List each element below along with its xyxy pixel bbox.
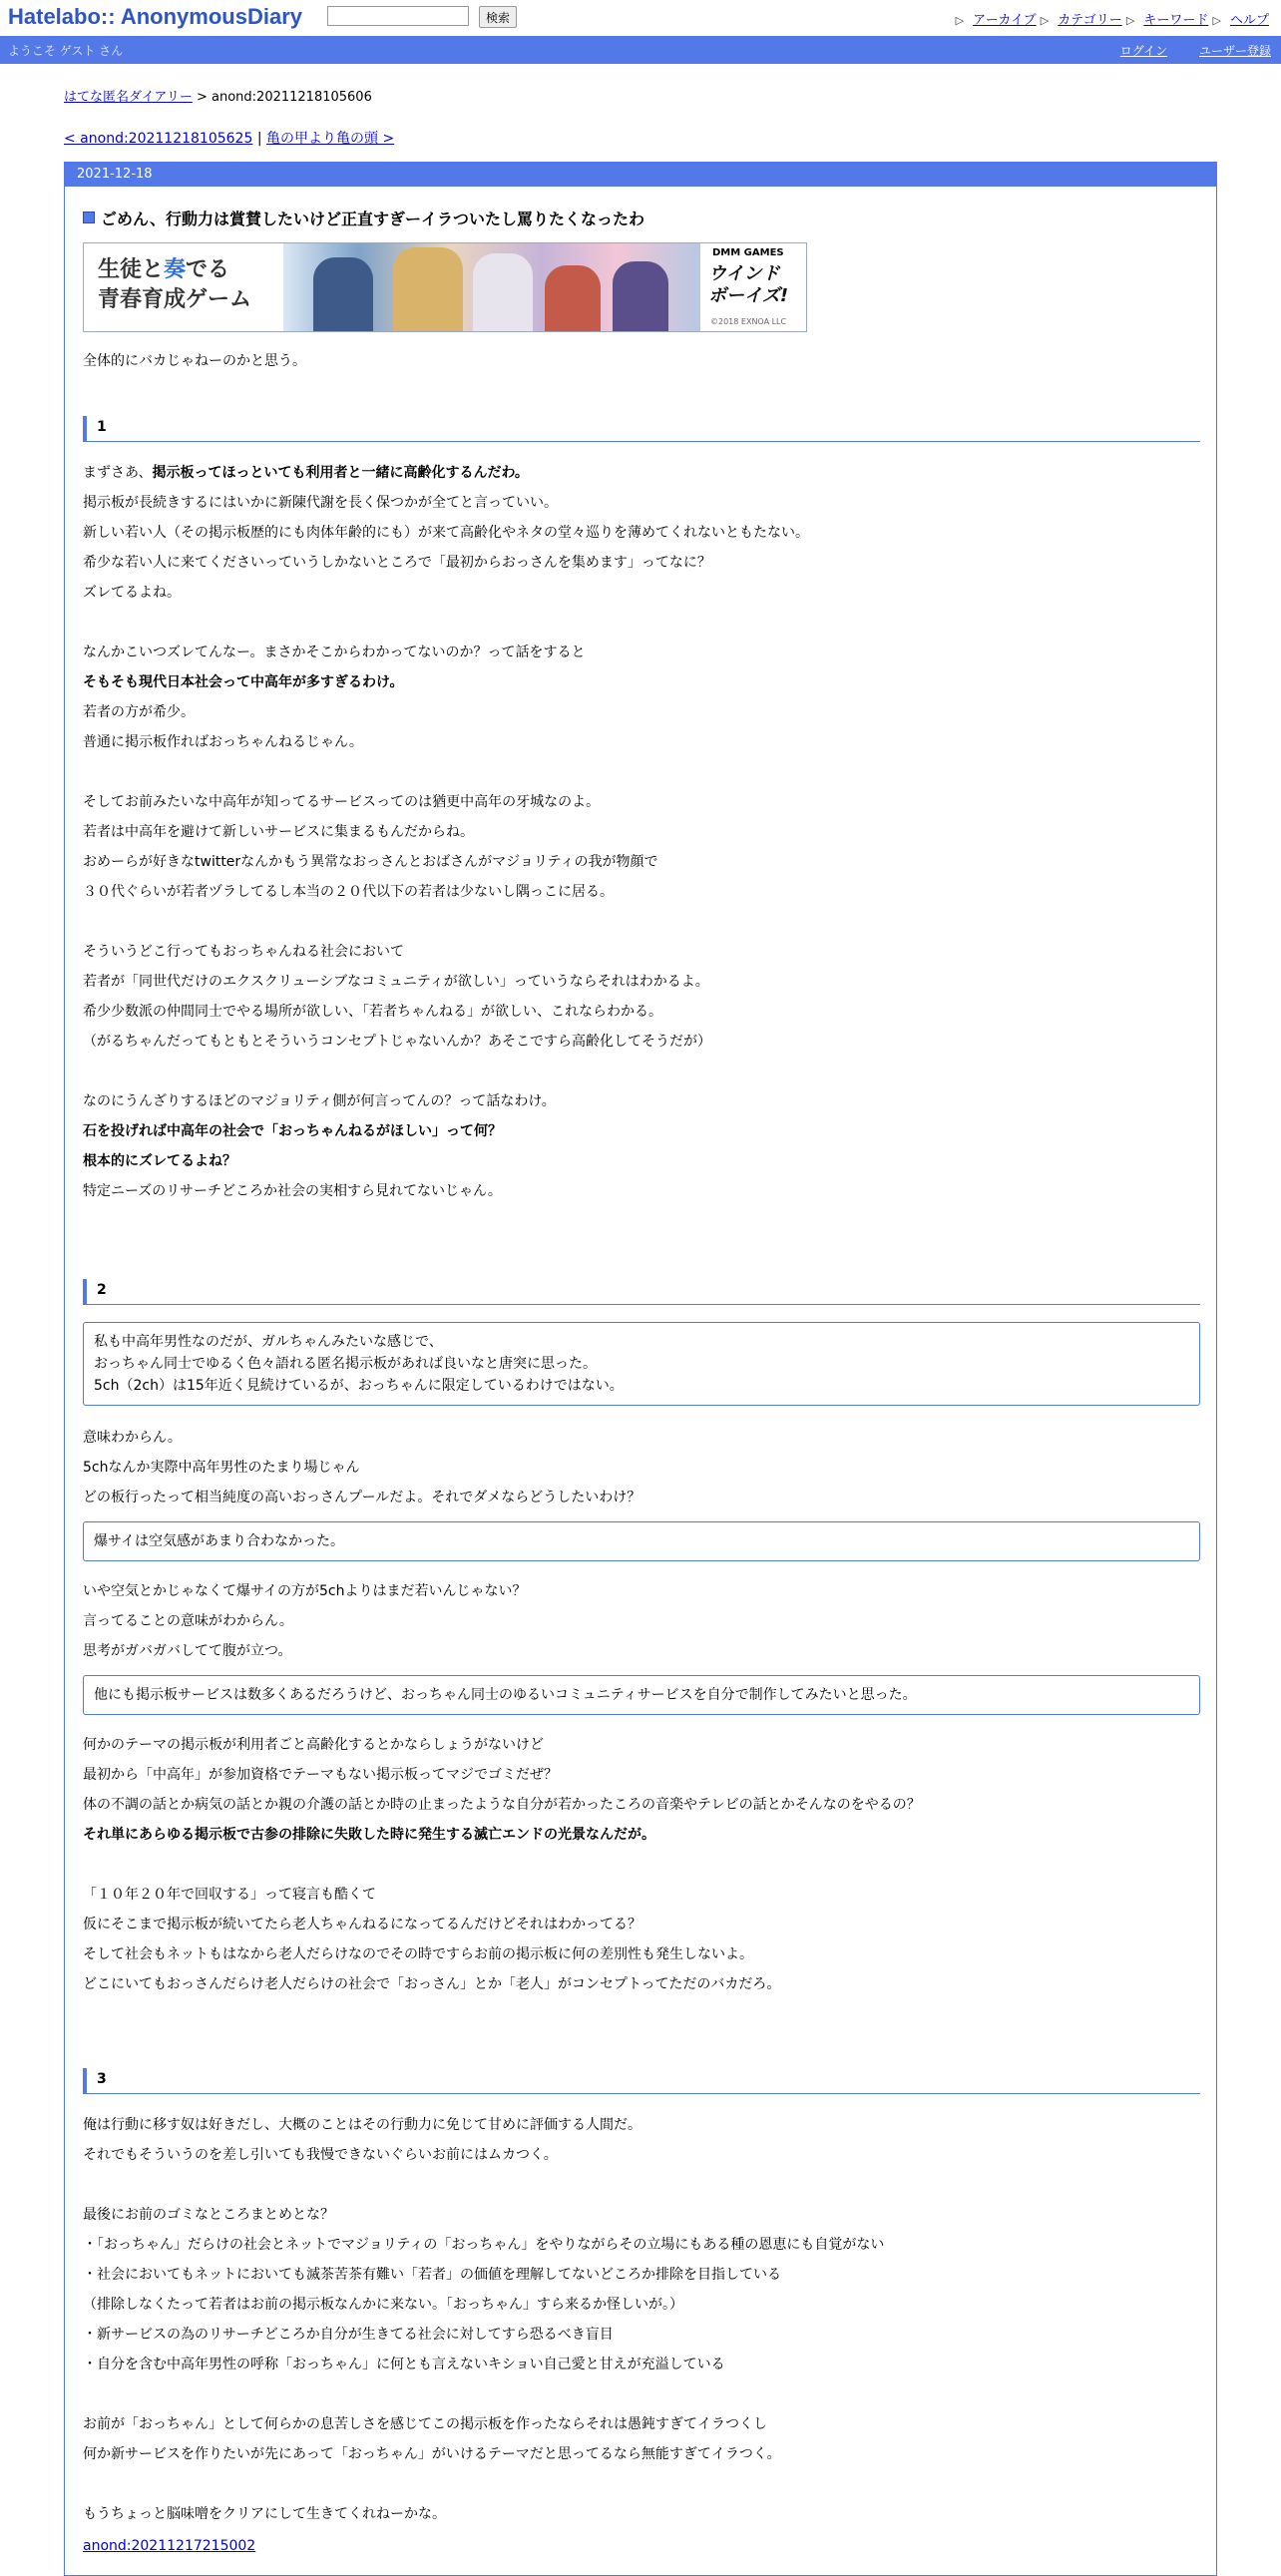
quote-line: 爆サイは空気感があまり合わなかった。 [94, 1533, 345, 1549]
section-header-2: 2 [83, 1279, 1200, 1305]
prev-next-nav [64, 128, 394, 148]
paragraph-line [83, 847, 1200, 877]
search-button[interactable]: 検索 [479, 6, 517, 28]
paragraph-line [83, 1939, 1200, 1969]
paragraph-line [83, 1730, 1200, 1760]
section-3-body [83, 2110, 1200, 2529]
paragraph-line [83, 1850, 1200, 1880]
nav-help[interactable]: ヘルプ [1229, 13, 1269, 28]
paragraph-line: 思考がガバガバしてて腹が立つ。 [83, 1643, 292, 1659]
paragraph-line [83, 1116, 1200, 1146]
arrow-icon: ▷ [1125, 14, 1135, 27]
bold-text: それ単にあらゆる掲示板で古参の排除に失敗した時に発生する滅亡エンドの光景なんだが。 [83, 1827, 655, 1843]
section-header-1: 1 [83, 416, 1200, 442]
register-link[interactable]: ユーザー登録 [1198, 44, 1271, 58]
day-date: 2021-12-18 [65, 163, 1216, 187]
paragraph-line: 俺は行動に移す奴は好きだし、大概のことはその行動力に免じて甘めに評価する人間だ。 [83, 2117, 641, 2133]
text: おめーらが好きなtwitterなんかもう異常なおっさんとおばさんがマジョリティの我が物顔で [83, 854, 658, 870]
paragraph-line: もうちょっと脳味噌をクリアにして生きてくれねーかな。 [83, 2506, 446, 2522]
site-logo[interactable]: Hatelabo:: AnonymousDiary [8, 4, 303, 29]
paragraph-line [83, 967, 1200, 997]
paragraph-line [83, 1146, 1200, 1176]
text: ３０代ぐらいが若者ヅラしてるし本当の２０代以下の若者は少ないし隅っこに居る。 [83, 884, 614, 900]
text: そして社会もネットもはなから老人だらけなのでその時ですらお前の掲示板に何の差別性も発生しないよ。 [83, 1946, 753, 1962]
paragraph-line: 最後にお前のゴミなところまとめとな？ [83, 2207, 334, 2223]
text: そういうどこ行ってもおっちゃんねる社会において [83, 944, 404, 960]
banner-text: 生徒と [98, 257, 165, 282]
paragraph-line [83, 518, 1200, 548]
banner-game-line: ボーイズ! [708, 285, 789, 306]
diary-day [64, 162, 1217, 2576]
text: 特定ニーズのリサーチどころか社会の実相すら見れてないじゃん。 [83, 1183, 502, 1199]
section-2-body-b [83, 1576, 1200, 1666]
search-input[interactable] [327, 6, 469, 26]
breadcrumb-home[interactable]: はてな匿名ダイアリー [64, 90, 193, 105]
text: 体の不調の話とか病気の話とか親の介護の話とか時の止まったような自分が若かったころの音楽やテレビの話とかそんなのをやるの？ [83, 1797, 921, 1813]
paragraph-line [83, 757, 1200, 787]
text: （がるちゃんだってもともとそういうコンセプトじゃないんか？あそこですら高齢化してそうだが） [83, 1034, 711, 1050]
paragraph-line [83, 2379, 1200, 2409]
banner-character [393, 247, 463, 331]
paragraph-line [83, 1057, 1200, 1086]
arrow-icon: ▷ [955, 14, 965, 27]
paragraph-line [83, 937, 1200, 967]
login-link[interactable]: ログイン [1119, 44, 1168, 58]
paragraph-line [83, 1027, 1200, 1057]
quote-line: 5ch（2ch）は15年近く見続けているが、おっちゃんに限定しているわけではない。 [94, 1378, 624, 1394]
paragraph-line [83, 1086, 1200, 1116]
paragraph-line: お前が「おっちゃん」として何らかの息苦しさを感じてこの掲示板を作ったならそれは愚鈍すぎてイラつくし [83, 2416, 767, 2432]
text: 若者は中高年を避けて新しいサービスに集まるもんだからね。 [83, 824, 474, 840]
text: どこにいてもおっさんだらけ老人だらけの社会で「おっさん」とか「老人」がコンセプトってただのバカだろ。 [83, 1976, 781, 1992]
ad-banner[interactable] [83, 242, 807, 332]
text: 仮にそこまで掲示板が続いてたら老人ちゃんねるになってるんだけどそれはわかってる？ [83, 1917, 641, 1932]
banner-brand: DMM GAMES [712, 247, 784, 258]
text: 希少な若い人に来てくださいっていうしかないところで「最初からおっさんを集めます」ってなに？ [83, 555, 711, 571]
paragraph-line: ・新サービスの為のリサーチどころか自分が生きてる社会に対してすら恐るべき盲目 [83, 2327, 614, 2343]
top-nav [956, 9, 1269, 28]
arrow-icon: ▷ [1040, 14, 1050, 27]
paragraph-line: どの板行ったって相当純度の高いおっさんプールだよ。それでダメならどうしたいわけ？ [83, 1490, 641, 1505]
paragraph-line [83, 2170, 1200, 2200]
section-1-body [83, 458, 1200, 1206]
breadcrumb-sep: > [192, 90, 213, 105]
bold-text: そもそも現代日本社会って中高年が多すぎるわけ。 [83, 674, 404, 690]
paragraph-line: ・「おっちゃん」だらけの社会とネットでマジョリティの「おっちゃん」をやりながらその立場にもある種の恩恵にも自覚がない [83, 2237, 885, 2253]
banner-character [545, 265, 601, 331]
related-entry-link[interactable]: anond:20211217215002 [83, 2538, 256, 2554]
breadcrumb [64, 86, 372, 105]
prev-entry-link[interactable]: < anond:20211218105625 [64, 131, 253, 147]
next-entry-link[interactable]: 亀の甲より亀の頭 > [266, 131, 395, 147]
banner-text-highlight: 奏 [164, 257, 187, 282]
quote-line: おっちゃん同士でゆるく色々語れる匿名掲示板があれば良いなと唐突に思った。 [94, 1356, 597, 1372]
bold-text: 石を投げれば中高年の社会で「おっちゃんねるがほしい」って何？ [83, 1123, 502, 1139]
paragraph-line [83, 578, 1200, 608]
banner-text: 青春育成ゲーム [98, 287, 252, 312]
paragraph-line [83, 817, 1200, 847]
banner-logo-area [700, 243, 806, 331]
banner-character [613, 261, 668, 331]
bold-text: 根本的にズレてるよね？ [83, 1153, 236, 1169]
paragraph-line: それでもそういうのを差し引いても我慢できないぐらいお前にはムカつく。 [83, 2147, 558, 2163]
text: 「１０年２０年で回収する」って寝言も酷くて [83, 1887, 376, 1903]
title-square-icon[interactable] [83, 212, 95, 223]
text: 普通に掲示板作ればおっちゃんねるじゃん。 [83, 734, 363, 750]
banner-copy [84, 243, 283, 331]
paragraph-line [83, 997, 1200, 1027]
paragraph-line [83, 1880, 1200, 1910]
paragraph-line [83, 727, 1200, 757]
text: 若者が「同世代だけのエクスクリューシブなコミュニティが欲しい」っていうならそれはわかるよ。 [83, 974, 709, 990]
paragraph-line [83, 1910, 1200, 1939]
blockquote-2 [83, 1521, 1200, 1561]
paragraph-line: （排除しなくたって若者はお前の掲示板なんかに来ない。「おっちゃん」すら来るか怪しいが。） [83, 2297, 683, 2313]
nav-category[interactable]: カテゴリー [1058, 13, 1122, 28]
section-2-body-c [83, 1730, 1200, 1999]
welcome-text: ようこそ ゲスト さん [8, 44, 124, 58]
paragraph-line [83, 1760, 1200, 1790]
paragraph-line [83, 1790, 1200, 1820]
nav-archive[interactable]: アーカイブ [973, 13, 1037, 28]
banner-copyright: ©2018 EXNOA LLC [710, 317, 787, 326]
arrow-icon: ▷ [1212, 14, 1221, 27]
paragraph-line [83, 608, 1200, 638]
paragraph-line [83, 1176, 1200, 1206]
paragraph-line [83, 2469, 1200, 2499]
paragraph-line: 5chなんか実際中高年男性のたまり場じゃん [83, 1460, 360, 1476]
text: 何かのテーマの掲示板が利用者ごと高齢化するとかならしょうがないけど [83, 1737, 544, 1753]
text: 希少少数派の仲間同士でやる場所が欲しい、「若者ちゃんねる」が欲しい、これならわかる。 [83, 1004, 662, 1020]
paragraph-line: 全体的にバカじゃねーのかと思う。 [83, 353, 306, 369]
paragraph-line [83, 638, 1200, 667]
text: ズレてるよね。 [83, 585, 181, 601]
entry-intro [83, 346, 1200, 376]
blockquote-3 [83, 1675, 1200, 1715]
paragraph-line: いや空気とかじゃなくて爆サイの方が5chよりはまだ若いんじゃない？ [83, 1583, 527, 1599]
text: そしてお前みたいな中高年が知ってるサービスってのは猶更中高年の牙城なのよ。 [83, 794, 601, 810]
banner-game-line: ウインド [708, 263, 780, 284]
paragraph-line: ・自分を含む中高年男性の呼称「おっちゃん」に何とも言えないキショい自己愛と甘えが充溢している [83, 2357, 725, 2372]
breadcrumb-current: anond:20211218105606 [212, 90, 372, 105]
paragraph-line [83, 667, 1200, 697]
paragraph-line [83, 458, 1200, 488]
text: 若者の方が希少。 [83, 704, 195, 720]
paragraph-line [83, 697, 1200, 727]
text: 新しい若い人（その掲示板歴的にも肉体年齢的にも）が来て高齢化やネタの堂々巡りを薄めてくれないともたない。 [83, 525, 809, 541]
bold-text: 掲示板ってほっといても利用者と一緒に高齢化するんだわ。 [152, 465, 529, 481]
paragraph-line [83, 488, 1200, 518]
paragraph-line [83, 1820, 1200, 1850]
text: まずさあ、 [83, 465, 153, 481]
paragraph-line [83, 548, 1200, 578]
banner-character [473, 253, 533, 331]
entry-title [83, 207, 644, 229]
nav-keyword[interactable]: キーワード [1143, 13, 1209, 28]
paragraph-line: 何か新サービスを作りたいが先にあって「おっちゃん」がいけるテーマだと思ってるなら無能すぎてイラつく。 [83, 2446, 781, 2462]
text: なんかこいつズレてんなー。まさかそこからわかってないのか？って話をすると [83, 644, 586, 660]
paragraph-line [83, 877, 1200, 907]
top-bar [0, 0, 1281, 36]
blockquote-1 [83, 1322, 1200, 1406]
banner-artwork [283, 243, 700, 331]
paragraph-line: 言ってることの意味がわからん。 [83, 1613, 293, 1629]
paragraph-line [83, 1969, 1200, 1999]
banner-game-title [708, 263, 788, 307]
section-2-body-a [83, 1423, 1200, 1512]
quote-line: 私も中高年男性なのだが、ガルちゃんみたいな感じで、 [94, 1334, 443, 1350]
user-bar [0, 36, 1281, 64]
text: 最初から「中高年」が参加資格でテーマもない掲示板ってマジでゴミだぜ？ [83, 1767, 558, 1783]
text: 掲示板が長続きするにはいかに新陳代謝を長く保つかが全てと言っていい。 [83, 495, 558, 511]
related-link-row [83, 2531, 1200, 2561]
text: なのにうんざりするほどのマジョリティ側が何言ってんの？って話なわけ。 [83, 1093, 556, 1109]
quote-line: 他にも掲示板サービスは数多くあるだろうけど、おっちゃん同士のゆるいコミュニティサービスを自分で制作してみたいと思った。 [94, 1687, 917, 1703]
paragraph-line: 意味わからん。 [83, 1430, 182, 1446]
entry-title-text: ごめん、行動力は賞賛したいけど正直すぎーイラついたし罵りたくなったわ [101, 210, 644, 228]
banner-text: でる [186, 257, 230, 282]
paragraph-line [83, 907, 1200, 937]
paragraph-line [83, 787, 1200, 817]
paragraph-line: ・社会においてもネットにおいても滅茶苦茶有難い「若者」の価値を理解してないどころか排除を目指している [83, 2267, 781, 2283]
section-header-3: 3 [83, 2068, 1200, 2094]
prevnext-sep: | [252, 131, 267, 147]
banner-character [313, 257, 373, 331]
